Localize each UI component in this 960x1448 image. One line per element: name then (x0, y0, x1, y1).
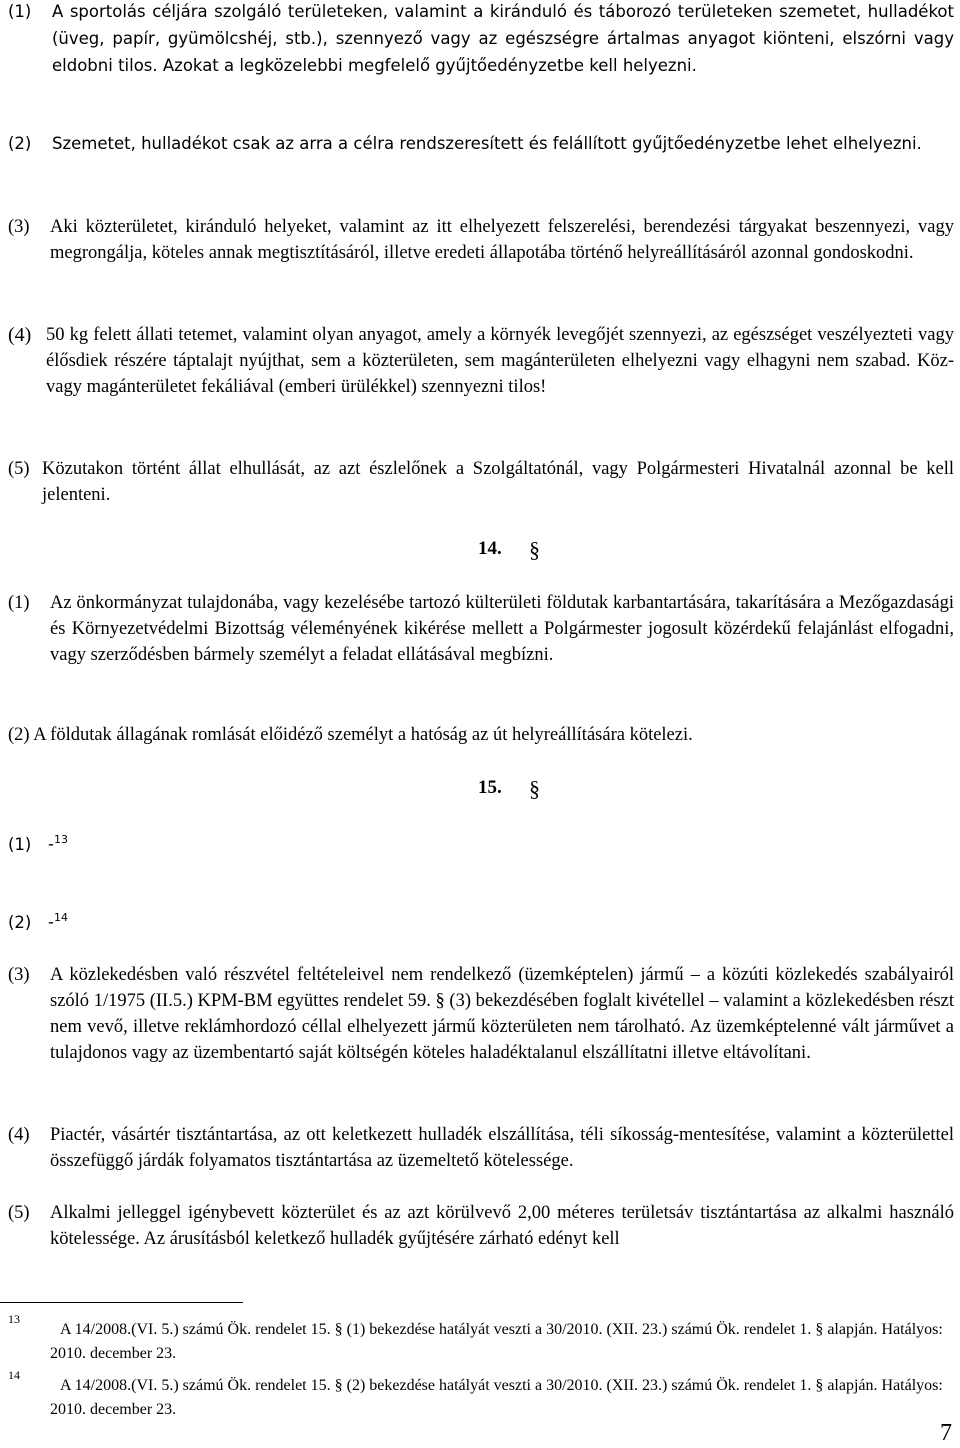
paragraph-5 (8, 456, 954, 508)
section-15-paragraph-1 (8, 826, 308, 858)
paragraph-1 (8, 0, 954, 79)
paragraph-number: (3) (8, 965, 30, 985)
paragraph-text: - (48, 912, 54, 932)
paragraph-text: A sportolás céljára szolgáló területeken, valamint a kiránduló és táborozó területeken szemetet, hulladékot (üveg, papír, gyümölcshéj, stb.), szennyező vagy az egészségre ártalmas anyagot kiönteni, elszórni vagy eldobni tilos. Azokat a legközelebbi megfelelő gyűjtőedényzetbe kell helyezni. (52, 2, 954, 75)
footnote-text: A 14/2008.(VI. 5.) számú Ök. rendelet 15. § (1) bekezdése hatályát veszti a 30/2010. (XII. 23.) számú Ök. rendelet 1. § alapján. Hatályos: 2010. december 23. (50, 1321, 943, 1362)
section-15-paragraph-5 (8, 1200, 954, 1252)
paragraph-text: Alkalmi jelleggel igénybevett közterület és az azt körülvevő 2,00 méteres területsáv tisztántartása az alkalmi használó kötelessége. Az árusításból keletkező hulladék gyűjtésére zárható edényt kell (50, 1203, 954, 1249)
paragraph-2 (8, 130, 954, 157)
paragraph-text: Közutakon történt állat elhullását, az azt észlelőnek a Szolgáltatónál, vagy Polgármesteri Hivatalnál azonnal be kell jelenteni. (42, 459, 954, 505)
section-14-paragraph-1 (8, 590, 954, 668)
section-15-paragraph-4 (8, 1122, 954, 1174)
paragraph-text: A földutak állagának romlását előidéző személyt a hatóság az út helyreállítására kötelezi. (33, 725, 693, 745)
paragraph-number: (4) (8, 324, 32, 346)
section-14-paragraph-2 (8, 722, 954, 748)
footnote-ref-14[interactable]: 14 (53, 911, 68, 924)
paragraph-text: Az önkormányzat tulajdonába, vagy kezelésébe tartozó külterületi földutak karbantartására, takarítására a Mezőgazdasági és Környezetvédelmi Bizottság véleményének kikérése mellett a Polgármester jogosult közérdekű felajánlást elfogadni, vagy szerződésben bármely személyt a feladat ellátásával megbízni. (50, 593, 954, 665)
paragraph-text: A közlekedésben való részvétel feltételeivel nem rendelkező (üzemképtelen) jármű – a közúti közlekedés szabályairól szóló 1/1975 (II.5.) KPM-BM együttes rendelet 59. § (3) bekezdésében foglalt kivétellel – valamint a közlekedésben részt nem vevő, illetve reklámhordozó céllal elhelyezett jármű közterületen nem tárolható. Az üzemképtelenné vált járművet a tulajdonos vagy az üzembentartó saját költségén köteles haladéktalanul elszállítatni illetve eltávolítani. (50, 965, 954, 1063)
paragraph-4 (8, 322, 954, 400)
paragraph-3 (8, 214, 954, 266)
section-14-symbol: § (529, 537, 540, 562)
footnote-mark-13: 13 (8, 1312, 20, 1326)
paragraph-text: Aki közterületet, kiránduló helyeket, valamint az itt elhelyezett felszerelési, berendezési tárgyakat beszennyezi, vagy megrongálja, köteles annak megtisztításáról, illetve eredeti állapotába történő helyreállításáról azonnal gondoskodni. (50, 217, 954, 263)
footnote-14 (50, 1374, 956, 1422)
footnote-text: A 14/2008.(VI. 5.) számú Ök. rendelet 15. § (2) bekezdése hatályát veszti a 30/2010. (XII. 23.) számú Ök. rendelet 1. § alapján. Hatályos: 2010. december 23. (50, 1377, 943, 1418)
section-15-number: 15. (478, 777, 502, 798)
section-15-symbol: § (529, 776, 540, 801)
paragraph-text: Piactér, vásártér tisztántartása, az ott keletkezett hulladék elszállítása, téli síkosság-mentesítése, valamint a közterülettel összefüggő járdák folyamatos tisztántartása az üzemeltető kötelessége. (50, 1125, 954, 1171)
paragraph-number: (2) (8, 725, 30, 745)
paragraph-number: (5) (8, 1203, 30, 1223)
footnote-ref-13[interactable]: 13 (53, 833, 68, 846)
footnote-13 (50, 1318, 956, 1366)
paragraph-number: (2) (8, 912, 32, 932)
paragraph-text: - (48, 834, 54, 854)
paragraph-number: (1) (8, 834, 32, 854)
paragraph-number: (5) (8, 459, 30, 479)
section-15-paragraph-3 (8, 962, 954, 1066)
paragraph-number: (1) (8, 2, 32, 21)
paragraph-text: 50 kg felett állati tetemet, valamint olyan anyagot, amely a környék levegőjét szennyezi, az egészséget veszélyezteti vagy élősdiek részére táptalajt nyújthat, sem a közterületen, sem magánterületen elhelyezni vagy elhagyni nem szabad. Köz- vagy magánterületet fekáliával (emberi ürülékkel) szennyezni tilos! (46, 325, 954, 397)
paragraph-number: (4) (8, 1125, 30, 1145)
footnote-separator (0, 1302, 243, 1303)
paragraph-number: (3) (8, 217, 30, 237)
section-15-paragraph-2 (8, 904, 308, 936)
footnote-mark-14: 14 (8, 1368, 20, 1382)
paragraph-number: (1) (8, 593, 30, 613)
section-14-number: 14. (478, 538, 502, 559)
paragraph-text: Szemetet, hulladékot csak az arra a célra rendszeresített és felállított gyűjtőedényzetbe lehet elhelyezni. (52, 134, 922, 153)
paragraph-number: (2) (8, 134, 32, 153)
page-number: 7 (940, 1420, 952, 1446)
